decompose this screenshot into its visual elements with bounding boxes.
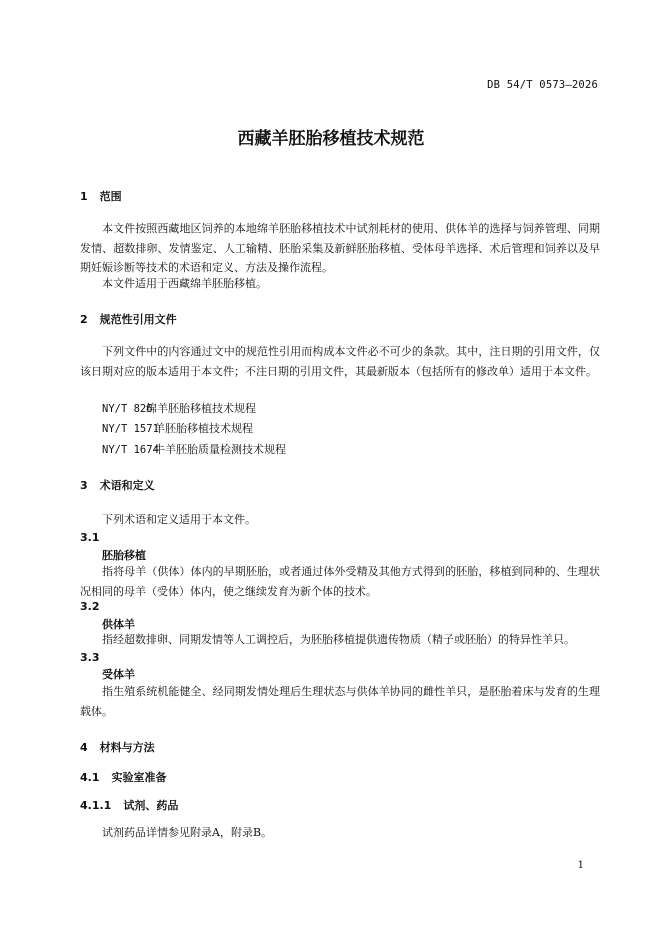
section-number: 3	[80, 479, 88, 492]
section-number: 2	[80, 313, 88, 326]
section-1-paragraph-1: 本文件按照西藏地区饲养的本地绵羊胚胎移植技术中试剂耗材的使用、供体羊的选择与饲养管理、同期发情、超数排卵、发情鉴定、人工输精、胚胎采集及新鲜胚胎移植、受体母羊选择、术后管理和饲养以及早期妊娠诊断等技术的术语和定义、方法及操作流程。	[80, 222, 600, 274]
subsection-4-1-heading	[80, 769, 167, 785]
section-title: 材料与方法	[99, 741, 155, 754]
section-number: 4	[80, 741, 88, 754]
reference-code: NY/T 826	[102, 403, 153, 415]
reference-item	[102, 400, 256, 416]
standard-number: DB 54/T 0573—2026	[487, 79, 598, 91]
reference-name: 羊胚胎移植技术规程	[154, 422, 253, 435]
section-4-paragraph-1: 试剂药品详情参见附录A，附录B。	[102, 826, 273, 839]
term-title: 受体羊	[102, 668, 135, 681]
section-title: 范围	[99, 190, 122, 203]
term-title: 供体羊	[102, 618, 135, 631]
term-title: 胚胎移植	[102, 549, 146, 562]
section-2-paragraph-1: 下列文件中的内容通过文中的规范性引用而构成本文件必不可少的条款。其中，注日期的引用文件，仅该日期对应的版本适用于本文件；不注日期的引用文件，其最新版本（包括所有的修改单）适用于本文件。	[80, 345, 600, 378]
section-3-intro: 下列术语和定义适用于本文件。	[102, 513, 256, 526]
reference-code: NY/T 1571	[102, 423, 159, 435]
term-number: 3.3	[80, 651, 100, 664]
term-definition: 指将母羊（供体）体内的早期胚胎，或者通过体外受精及其他方式得到的胚胎，移植到同种的、生理状况相同的母羊（受体）体内，使之继续发育为新个体的技术。	[80, 565, 600, 598]
document-title: 西藏羊胚胎移植技术规范	[237, 129, 425, 149]
section-title: 规范性引用文件	[99, 313, 177, 326]
term-definition: 指经超数排卵、同期发情等人工调控后，为胚胎移植提供遗传物质（精子或胚胎）的特异性羊只。	[102, 633, 575, 646]
reference-name: 牛羊胚胎质量检测技术规程	[154, 443, 286, 456]
reference-item	[102, 420, 253, 436]
reference-name: 绵羊胚胎移植技术规程	[146, 402, 256, 415]
term-definition: 指生殖系统机能健全、经同期发情处理后生理状态与供体羊协同的雌性羊只，是胚胎着床与发育的生理载体。	[80, 685, 600, 718]
subsection-4-1-1-heading	[80, 797, 178, 813]
section-1-paragraph-2: 本文件适用于西藏绵羊胚胎移植。	[102, 277, 267, 290]
section-1-heading	[80, 188, 122, 204]
section-4-heading	[80, 739, 155, 755]
reference-code: NY/T 1674	[102, 444, 159, 456]
section-title: 术语和定义	[99, 479, 155, 492]
page-number: 1	[577, 860, 584, 871]
term-number: 3.2	[80, 600, 100, 613]
section-3-heading	[80, 477, 155, 493]
subsection-number: 4.1	[80, 771, 100, 784]
section-number: 1	[80, 190, 88, 203]
subsection-title: 试剂、药品	[123, 799, 179, 812]
section-2-heading	[80, 311, 177, 327]
reference-item	[102, 441, 286, 457]
subsection-number: 4.1.1	[80, 799, 112, 812]
term-number: 3.1	[80, 531, 100, 544]
subsection-title: 实验室准备	[111, 771, 167, 784]
